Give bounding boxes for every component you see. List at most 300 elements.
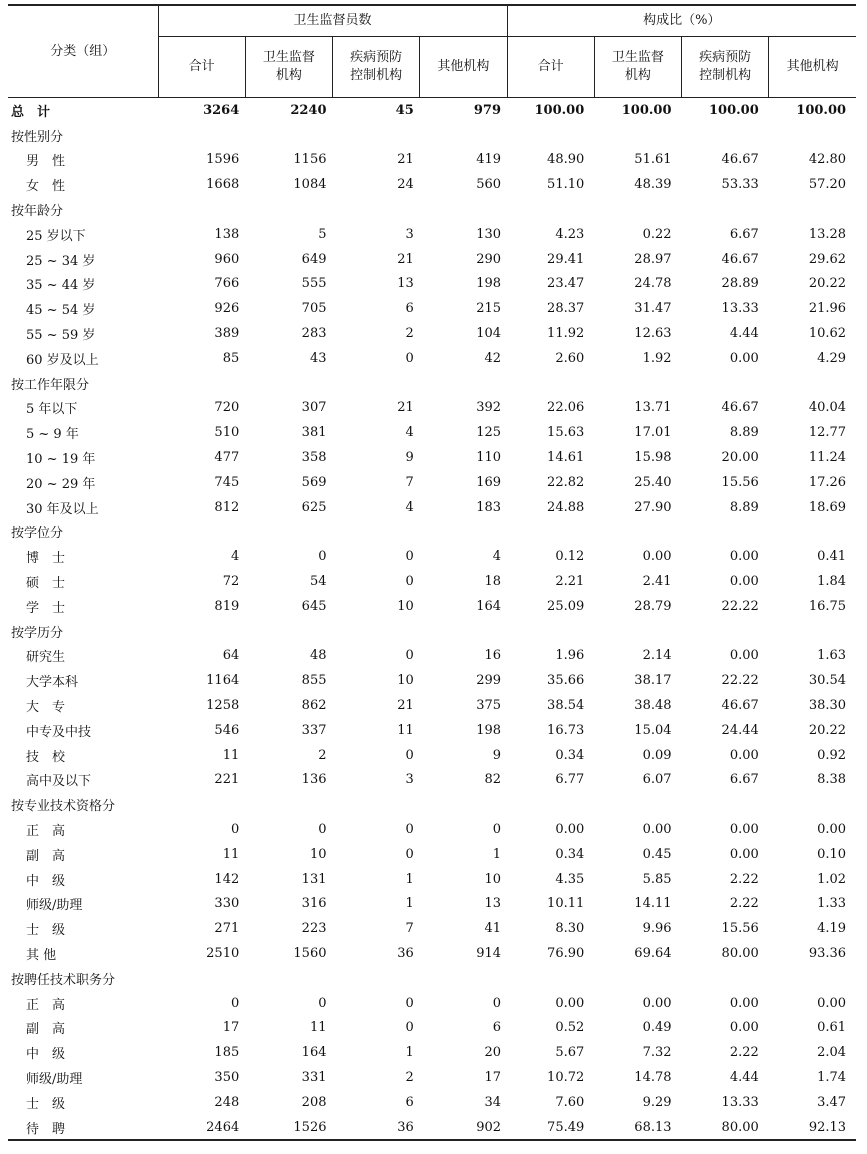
cell-value: 6	[492, 1020, 502, 1036]
row-label: 女 性	[26, 179, 66, 195]
cell-value: 27.90	[634, 499, 672, 515]
cell-value: 15.98	[634, 450, 672, 466]
row-label: 60 岁及以上	[26, 352, 99, 368]
cell-value: 12.63	[634, 326, 672, 342]
cell-value: 12.77	[808, 425, 847, 441]
cell-value: 57.20	[808, 177, 847, 193]
cell-value: 2	[405, 326, 414, 342]
cell-value: 358	[301, 450, 327, 466]
table-row	[8, 470, 856, 495]
cell-value: 10.11	[547, 896, 585, 912]
row-label: 按聘任技术职务分	[11, 972, 116, 988]
cell-value: 110	[476, 450, 502, 466]
cell-value: 46.67	[721, 698, 759, 714]
row-label: 按学位分	[11, 526, 64, 542]
cell-value: 30.54	[808, 673, 847, 689]
table-row	[8, 445, 856, 470]
cell-value	[245, 619, 332, 644]
cell-value: 330	[214, 896, 240, 912]
row-label: 35 ~ 44 岁	[26, 278, 96, 294]
cell-value	[333, 520, 420, 545]
cell-value: 1164	[206, 673, 240, 689]
column-header-line: 合计	[188, 59, 215, 74]
cell-value: 4.44	[729, 326, 759, 342]
cell-value: 35.66	[547, 673, 585, 689]
row-label: 研究生	[26, 650, 66, 666]
table-row	[8, 892, 856, 917]
row-label: 中专及中技	[26, 724, 92, 740]
cell-value: 24.44	[721, 722, 759, 738]
statistics-document	[8, 4, 856, 1141]
cell-value: 16.73	[547, 722, 585, 738]
cell-value	[682, 619, 769, 644]
cell-value: 855	[301, 673, 327, 689]
cell-value: 6	[405, 1094, 414, 1110]
cell-value	[507, 520, 594, 545]
cell-value	[682, 520, 769, 545]
row-label: 正 高	[26, 824, 66, 839]
cell-value: 720	[214, 400, 240, 416]
column-header-ratio-2	[682, 37, 769, 98]
cell-value: 15.56	[721, 921, 759, 937]
cell-value: 0.00	[555, 995, 585, 1011]
cell-value: 6	[405, 301, 414, 317]
row-label: 副 高	[26, 1022, 66, 1038]
cell-value: 0.92	[817, 747, 847, 763]
cell-value: 29.62	[808, 251, 847, 267]
cell-value: 68.13	[634, 1119, 672, 1135]
cell-value: 22.22	[721, 598, 759, 614]
supervisor-statistics-table	[8, 4, 856, 1141]
cell-value: 283	[301, 326, 327, 342]
cell-value	[420, 197, 507, 222]
table-row	[8, 867, 856, 892]
cell-value: 100.00	[621, 102, 672, 118]
cell-value: 72	[222, 574, 240, 590]
cell-value: 0	[318, 549, 327, 565]
cell-value: 10.72	[547, 1069, 585, 1085]
cell-value: 48.39	[634, 177, 672, 193]
cell-value: 41	[484, 921, 502, 937]
row-label: 中 级	[26, 873, 66, 889]
section-row	[8, 520, 856, 545]
cell-value	[158, 197, 245, 222]
column-header-line: 疾病预防	[699, 50, 752, 65]
cell-value: 1156	[293, 152, 327, 168]
cell-value: 812	[214, 499, 240, 515]
cell-value: 0.09	[642, 747, 672, 763]
cell-value	[769, 792, 856, 817]
table-row	[8, 693, 856, 718]
cell-value	[245, 197, 332, 222]
cell-value	[769, 371, 856, 396]
table-row	[8, 569, 856, 594]
cell-value: 131	[301, 871, 327, 887]
cell-value: 1596	[206, 152, 240, 168]
cell-value	[420, 619, 507, 644]
cell-value: 389	[214, 326, 240, 342]
cell-value: 819	[214, 598, 240, 614]
row-label: 5 年以下	[26, 402, 78, 418]
cell-value: 100.00	[534, 102, 585, 118]
cell-value: 16	[484, 648, 502, 664]
table-row	[8, 1115, 856, 1141]
cell-value: 22.22	[721, 673, 759, 689]
cell-value: 0	[318, 822, 327, 837]
cell-value: 100.00	[796, 102, 847, 118]
cell-value: 8.89	[729, 499, 759, 515]
cell-value: 0.34	[555, 747, 585, 763]
cell-value: 2.22	[729, 1045, 759, 1061]
cell-value: 13.28	[808, 226, 847, 242]
cell-value: 14.11	[634, 896, 672, 912]
cell-value: 125	[476, 425, 502, 441]
cell-value: 2.22	[729, 871, 759, 887]
cell-value: 1.84	[817, 574, 847, 590]
cell-value: 17.26	[808, 474, 847, 490]
cell-value: 40.04	[808, 400, 847, 416]
column-header-line: 合计	[537, 59, 564, 74]
cell-value: 1.63	[817, 648, 847, 664]
cell-value: 22.82	[547, 474, 585, 490]
cell-value: 38.30	[808, 698, 847, 714]
column-header-ratio-0	[507, 37, 594, 98]
cell-value: 17	[484, 1069, 502, 1085]
cell-value: 11	[309, 1020, 327, 1036]
row-label: 按工作年限分	[11, 377, 90, 393]
cell-value	[420, 520, 507, 545]
cell-value: 0	[230, 995, 240, 1011]
cell-value: 48.90	[547, 152, 585, 168]
cell-value: 13.71	[634, 400, 672, 416]
cell-value: 5	[318, 226, 327, 242]
cell-value	[769, 966, 856, 991]
cell-value: 7.60	[555, 1094, 585, 1110]
cell-value: 29.41	[547, 251, 585, 267]
row-label: 师级/助理	[26, 898, 83, 914]
cell-value	[420, 123, 507, 148]
cell-value: 20.00	[721, 450, 759, 466]
row-label: 45 ~ 54 岁	[26, 303, 96, 319]
cell-value	[769, 619, 856, 644]
cell-value: 215	[476, 301, 502, 317]
cell-value: 223	[301, 921, 327, 937]
table-row	[8, 991, 856, 1016]
cell-value	[507, 371, 594, 396]
cell-value: 14.61	[547, 450, 585, 466]
cell-value: 24.78	[634, 276, 672, 292]
cell-value: 80.00	[721, 1119, 759, 1135]
section-row	[8, 792, 856, 817]
cell-value: 649	[301, 251, 327, 267]
cell-value	[245, 520, 332, 545]
cell-value: 0	[405, 822, 414, 837]
cell-value: 15.56	[721, 474, 759, 490]
cell-value: 625	[301, 499, 327, 515]
table-row	[8, 1090, 856, 1115]
cell-value: 645	[301, 598, 327, 614]
cell-value: 2.60	[555, 350, 585, 366]
cell-value: 0	[405, 549, 414, 565]
row-label: 其 他	[26, 947, 57, 963]
cell-value	[420, 371, 507, 396]
cell-value: 4.29	[817, 350, 847, 366]
table-row	[8, 842, 856, 867]
cell-value: 0	[230, 822, 240, 837]
cell-value	[420, 792, 507, 817]
cell-value	[245, 792, 332, 817]
cell-value: 0	[405, 574, 414, 590]
cell-value: 11.92	[547, 326, 585, 342]
cell-value: 80.00	[721, 945, 759, 961]
column-header-line: 机构	[275, 68, 302, 83]
cell-value: 9	[492, 747, 502, 763]
cell-value: 4	[492, 549, 502, 565]
cell-value: 10	[309, 846, 327, 862]
row-label: 待 聘	[26, 1121, 66, 1137]
cell-value	[245, 966, 332, 991]
row-label: 副 高	[26, 848, 66, 864]
total-row	[8, 98, 856, 123]
cell-value: 53.33	[721, 177, 759, 193]
table-row	[8, 272, 856, 297]
cell-value	[594, 123, 681, 148]
cell-value: 0	[405, 995, 414, 1011]
column-header-count-1	[245, 37, 332, 98]
cell-value	[682, 197, 769, 222]
cell-value: 42	[484, 350, 502, 366]
cell-value: 10	[397, 598, 414, 614]
cell-value: 0.00	[642, 822, 672, 837]
cell-value: 25.09	[547, 598, 585, 614]
cell-value: 0.00	[729, 1020, 759, 1036]
row-label: 25 ~ 34 岁	[26, 253, 96, 269]
cell-value	[507, 966, 594, 991]
cell-value: 2240	[290, 102, 327, 118]
cell-value: 2	[405, 1069, 414, 1085]
cell-value: 862	[301, 698, 327, 714]
cell-value: 13.33	[721, 301, 759, 317]
cell-value: 11	[222, 747, 240, 763]
table-row	[8, 1015, 856, 1040]
section-row	[8, 197, 856, 222]
row-label: 55 ~ 59 岁	[26, 328, 96, 344]
column-header-line: 控制机构	[699, 68, 752, 83]
cell-value: 0	[492, 995, 502, 1011]
cell-value: 20	[484, 1045, 502, 1061]
table-row	[8, 817, 856, 842]
cell-value: 100.00	[709, 102, 759, 118]
cell-value: 2.41	[642, 574, 672, 590]
cell-value: 560	[476, 177, 502, 193]
cell-value: 0.00	[729, 747, 759, 763]
cell-value: 299	[476, 673, 502, 689]
cell-value: 0.00	[729, 846, 759, 862]
section-row	[8, 966, 856, 991]
column-header-line: 疾病预防	[350, 50, 403, 65]
cell-value	[682, 792, 769, 817]
cell-value: 138	[214, 226, 240, 242]
table-row	[8, 396, 856, 421]
cell-value: 337	[301, 722, 327, 738]
table-body	[8, 98, 856, 1141]
row-label: 按年龄分	[11, 204, 64, 220]
row-label: 高中及以下	[26, 774, 92, 790]
cell-value: 0.00	[729, 574, 759, 590]
cell-value: 0.00	[817, 995, 847, 1011]
cell-value: 85	[222, 350, 240, 366]
cell-value: 28.97	[634, 251, 672, 267]
cell-value	[594, 966, 681, 991]
cell-value	[158, 371, 245, 396]
cell-value: 3264	[203, 102, 240, 118]
cell-value: 375	[476, 698, 502, 714]
row-label: 30 年及以上	[26, 501, 99, 517]
cell-value: 142	[214, 871, 240, 887]
table-row	[8, 346, 856, 371]
cell-value	[158, 520, 245, 545]
cell-value: 9.96	[642, 921, 672, 937]
cell-value: 271	[214, 921, 240, 937]
table-row	[8, 594, 856, 619]
cell-value: 290	[476, 251, 502, 267]
cell-value: 1.33	[817, 896, 847, 912]
cell-value: 307	[301, 400, 327, 416]
cell-value: 3.47	[817, 1094, 847, 1110]
cell-value: 38.17	[634, 673, 672, 689]
cell-value: 17	[222, 1020, 240, 1036]
cell-value: 2	[318, 747, 327, 763]
cell-value	[245, 371, 332, 396]
cell-value	[594, 520, 681, 545]
cell-value: 1526	[293, 1119, 327, 1135]
cell-value: 11	[397, 722, 414, 738]
cell-value: 28.37	[547, 301, 585, 317]
cell-value	[594, 619, 681, 644]
cell-value: 0.00	[729, 995, 759, 1011]
cell-value: 4.35	[555, 871, 585, 887]
cell-value: 169	[476, 474, 502, 490]
cell-value: 2.21	[555, 574, 585, 590]
column-header-count-2	[333, 37, 420, 98]
cell-value: 6.67	[729, 226, 759, 242]
table-row	[8, 247, 856, 272]
table-row	[8, 148, 856, 173]
cell-value: 10.62	[808, 326, 847, 342]
cell-value	[158, 619, 245, 644]
column-header-line: 控制机构	[350, 68, 403, 83]
cell-value: 3	[405, 226, 414, 242]
cell-value: 0	[492, 822, 502, 837]
cell-value	[333, 123, 420, 148]
cell-value: 0.00	[642, 995, 672, 1011]
cell-value: 6.07	[642, 772, 672, 788]
table-row	[8, 321, 856, 346]
cell-value: 350	[214, 1069, 240, 1085]
cell-value: 0	[318, 995, 327, 1011]
cell-value: 64	[222, 648, 240, 664]
cell-value: 51.10	[547, 177, 585, 193]
row-label: 正 高	[26, 997, 66, 1013]
column-header-line: 卫生监督	[611, 50, 664, 65]
cell-value: 93.36	[808, 945, 847, 961]
cell-value	[158, 966, 245, 991]
cell-value: 331	[301, 1069, 327, 1085]
cell-value: 0.10	[817, 846, 847, 862]
cell-value: 24	[397, 177, 414, 193]
cell-value: 0.00	[729, 350, 759, 366]
column-header-line: 其他机构	[437, 59, 490, 74]
category-header: 分类（组）	[8, 5, 158, 98]
table-row	[8, 916, 856, 941]
cell-value: 2.22	[729, 896, 759, 912]
cell-value: 2.14	[642, 648, 672, 664]
cell-value: 1	[492, 846, 502, 862]
cell-value: 1560	[293, 945, 327, 961]
cell-value: 0	[405, 648, 414, 664]
cell-value	[333, 619, 420, 644]
row-label: 20 ~ 29 年	[26, 476, 96, 492]
cell-value: 0	[405, 846, 414, 862]
row-label: 总 计	[11, 104, 51, 120]
cell-value: 0.00	[642, 549, 672, 565]
cell-value: 1.96	[555, 648, 585, 664]
cell-value: 43	[309, 350, 327, 366]
column-header-ratio-1	[594, 37, 681, 98]
cell-value: 766	[214, 276, 240, 292]
cell-value: 0.12	[555, 549, 585, 565]
table-row	[8, 222, 856, 247]
row-label: 士 级	[26, 923, 66, 939]
cell-value: 11	[222, 846, 240, 862]
row-label: 博 士	[26, 551, 66, 567]
cell-value: 5.85	[642, 871, 672, 887]
cell-value: 979	[473, 102, 502, 118]
cell-value: 392	[476, 400, 502, 416]
cell-value: 183	[476, 499, 502, 515]
cell-value: 130	[476, 226, 502, 242]
cell-value	[158, 123, 245, 148]
table-row	[8, 172, 856, 197]
cell-value: 1.92	[642, 350, 672, 366]
cell-value: 8.38	[817, 772, 847, 788]
cell-value: 46.67	[721, 152, 759, 168]
cell-value	[420, 966, 507, 991]
cell-value: 54	[309, 574, 327, 590]
cell-value: 221	[214, 772, 240, 788]
cell-value: 15.04	[634, 722, 672, 738]
cell-value	[682, 123, 769, 148]
cell-value	[769, 520, 856, 545]
cell-value: 48	[309, 648, 327, 664]
cell-value	[333, 371, 420, 396]
cell-value: 28.89	[721, 276, 759, 292]
row-label: 按性别分	[11, 129, 64, 145]
row-label: 按专业技术资格分	[11, 799, 116, 815]
row-label: 男 性	[26, 154, 66, 170]
cell-value: 0.00	[555, 822, 585, 837]
cell-value: 7	[405, 474, 414, 490]
cell-value: 18.69	[808, 499, 847, 515]
cell-value: 3	[405, 772, 414, 788]
row-label: 技 校	[26, 749, 66, 765]
cell-value: 38.54	[547, 698, 585, 714]
cell-value	[507, 123, 594, 148]
row-label: 按学历分	[11, 625, 64, 641]
cell-value: 0.41	[817, 549, 847, 565]
table-row	[8, 296, 856, 321]
cell-value: 2.04	[817, 1045, 847, 1061]
